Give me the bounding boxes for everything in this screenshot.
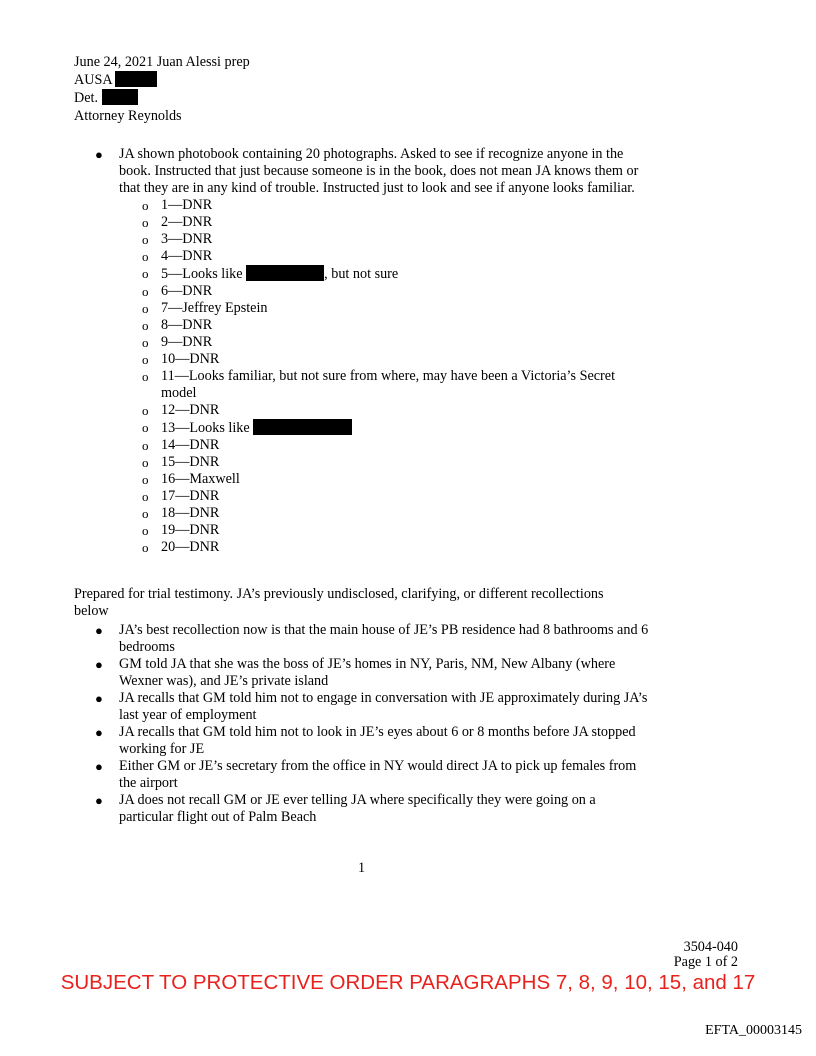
photo-5-text: 5—Looks like <box>161 266 243 282</box>
circle-bullet-icon: o <box>142 266 149 281</box>
photo-17-text: 17—DNR <box>161 488 220 504</box>
circle-bullet-icon: o <box>142 369 149 384</box>
circle-bullet-icon: o <box>142 506 149 521</box>
photo-19-text: 19—DNR <box>161 522 220 538</box>
header-det-line <box>74 89 250 107</box>
list-item <box>92 656 652 690</box>
trial-prep-list <box>92 622 652 826</box>
list-item <box>142 402 652 419</box>
ausa-label: AUSA <box>74 72 112 88</box>
list-item <box>142 437 652 454</box>
circle-bullet-icon: o <box>142 455 149 470</box>
trial-prep-intro: Prepared for trial testimony. JA’s previously undisclosed, clarifying, or different recollections below <box>74 586 604 619</box>
recollection-homes: GM told JA that she was the boss of JE’s homes in NY, Paris, NM, New Albany (where Wexner was), and JE’s private island <box>119 656 616 689</box>
photobook-list <box>142 197 652 556</box>
doc-code: 3504-040 <box>683 939 738 955</box>
circle-bullet-icon: o <box>142 540 149 555</box>
recollection-conversation: JA recalls that GM told him not to engage in conversation with JE approximately during JA’s last year of employment <box>119 690 648 723</box>
photo-11-text: 11—Looks familiar, but not sure from where, may have been a Victoria’s Secret model <box>161 368 616 401</box>
list-item <box>142 505 652 522</box>
list-item <box>92 690 652 724</box>
photo-13-text: 13—Looks like <box>161 420 250 436</box>
list-item <box>142 197 652 214</box>
photo-10-text: 10—DNR <box>161 351 220 367</box>
circle-bullet-icon: o <box>142 335 149 350</box>
photobook-section <box>92 146 652 556</box>
recollection-airport: Either GM or JE’s secretary from the office in NY would direct JA to pick up females from the airport <box>119 758 637 791</box>
redaction-box <box>253 419 352 435</box>
photo-20-text: 20—DNR <box>161 539 220 555</box>
bullet-dot-icon: ● <box>95 725 103 740</box>
list-item <box>142 265 652 283</box>
photo-18-text: 18—DNR <box>161 505 220 521</box>
photo-9-text: 9—DNR <box>161 334 213 350</box>
photo-4-text: 4—DNR <box>161 248 213 264</box>
circle-bullet-icon: o <box>142 215 149 230</box>
header-date-line: June 24, 2021 Juan Alessi prep <box>74 54 250 70</box>
circle-bullet-icon: o <box>142 523 149 538</box>
circle-bullet-icon: o <box>142 318 149 333</box>
list-item <box>142 351 652 368</box>
redaction-box <box>102 89 138 105</box>
page-of: Page 1 of 2 <box>673 954 738 970</box>
bates-number: EFTA_00003145 <box>705 1023 802 1038</box>
list-item <box>92 724 652 758</box>
photo-12-text: 12—DNR <box>161 402 220 418</box>
list-item <box>142 454 652 471</box>
photo-16-text: 16—Maxwell <box>161 471 240 487</box>
photo-1-text: 1—DNR <box>161 197 213 213</box>
bullet-dot-icon: ● <box>95 623 103 638</box>
list-item <box>92 758 652 792</box>
photo-15-text: 15—DNR <box>161 454 220 470</box>
circle-bullet-icon: o <box>142 198 149 213</box>
photo-6-text: 6—DNR <box>161 283 213 299</box>
header-ausa-line <box>74 71 250 89</box>
list-item <box>142 317 652 334</box>
bullet-dot-icon: ● <box>95 759 103 774</box>
page-number: 1 <box>358 860 366 876</box>
circle-bullet-icon: o <box>142 284 149 299</box>
photo-7-text: 7—Jeffrey Epstein <box>161 300 268 316</box>
list-item <box>92 622 652 656</box>
bullet-dot-icon: ● <box>95 657 103 672</box>
circle-bullet-icon: o <box>142 301 149 316</box>
circle-bullet-icon: o <box>142 403 149 418</box>
recollection-bathrooms: JA’s best recollection now is that the main house of JE’s PB residence had 8 bathrooms and 6 bedrooms <box>119 622 649 655</box>
photo-3-text: 3—DNR <box>161 231 213 247</box>
recollection-flight: JA does not recall GM or JE ever telling JA where specifically they were going on a particular flight out of Palm Beach <box>119 792 596 825</box>
circle-bullet-icon: o <box>142 232 149 247</box>
circle-bullet-icon: o <box>142 489 149 504</box>
redaction-box <box>115 71 157 87</box>
list-item <box>142 419 652 437</box>
list-item <box>142 248 652 265</box>
header-attorney-line: Attorney Reynolds <box>74 108 182 124</box>
recollection-eyes: JA recalls that GM told him not to look in JE’s eyes about 6 or 8 months before JA stopped working for JE <box>119 724 636 757</box>
circle-bullet-icon: o <box>142 420 149 435</box>
document-id <box>674 940 738 970</box>
list-item <box>142 231 652 248</box>
list-item <box>142 488 652 505</box>
list-item <box>92 792 652 826</box>
memo-header <box>74 53 250 125</box>
bullet-dot-icon: ● <box>95 147 103 162</box>
bullet-dot-icon: ● <box>95 691 103 706</box>
bullet-dot-icon: ● <box>95 793 103 808</box>
list-item <box>142 471 652 488</box>
photo-5-suffix: , but not sure <box>324 266 399 282</box>
list-item <box>142 539 652 556</box>
photobook-bullet <box>92 146 652 197</box>
circle-bullet-icon: o <box>142 472 149 487</box>
photo-14-text: 14—DNR <box>161 437 220 453</box>
photo-2-text: 2—DNR <box>161 214 213 230</box>
circle-bullet-icon: o <box>142 438 149 453</box>
photo-8-text: 8—DNR <box>161 317 213 333</box>
det-label: Det. <box>74 90 99 106</box>
list-item <box>142 522 652 539</box>
photobook-intro: JA shown photobook containing 20 photographs. Asked to see if recognize anyone in the book. Instructed that just because someone is in the book, does not mean JA knows them or that they are in any kind of trouble. Instructed just to look and see if anyone looks familiar. <box>119 146 639 196</box>
redaction-box <box>246 265 324 281</box>
list-item <box>142 283 652 300</box>
circle-bullet-icon: o <box>142 249 149 264</box>
list-item <box>142 214 652 231</box>
list-item <box>142 368 652 402</box>
circle-bullet-icon: o <box>142 352 149 367</box>
list-item <box>142 300 652 317</box>
list-item <box>142 334 652 351</box>
protective-order-stamp: SUBJECT TO PROTECTIVE ORDER PARAGRAPHS 7, 8, 9, 10, 15, and 17 <box>60 971 756 994</box>
